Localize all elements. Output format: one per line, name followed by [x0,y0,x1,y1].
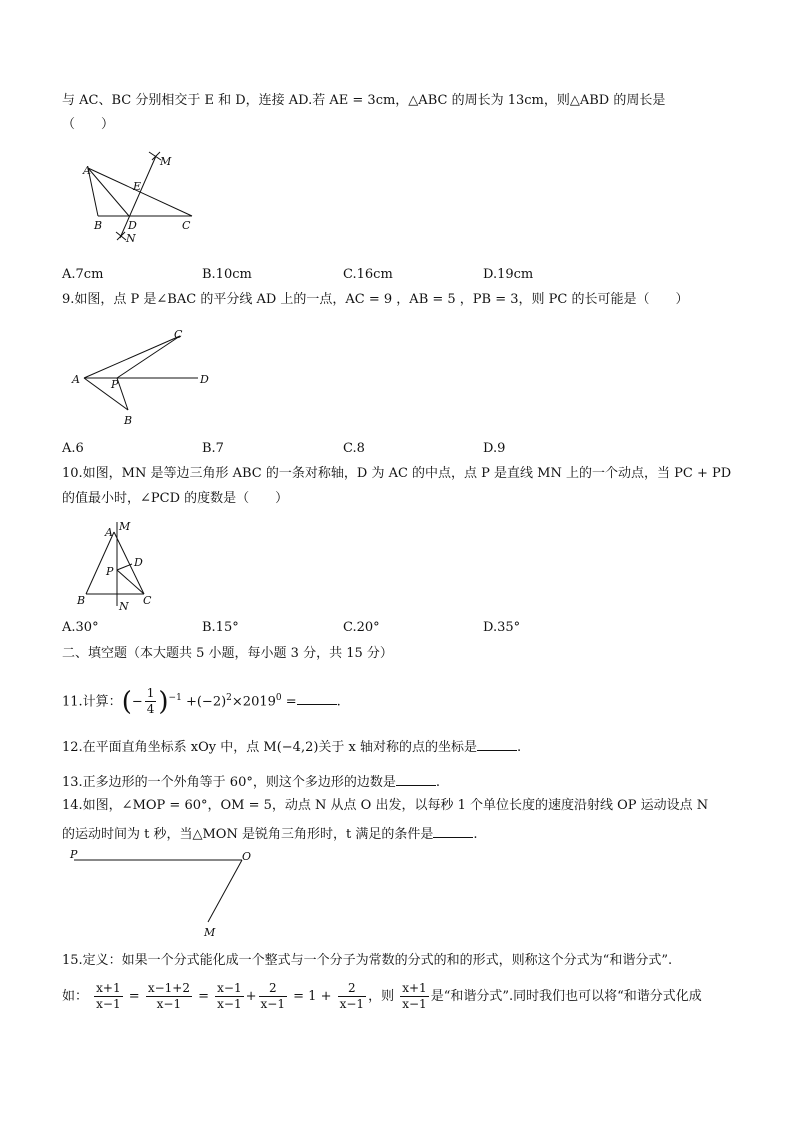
q8-option-a[interactable]: A.7cm [62,267,104,282]
q11-minus: − [131,694,143,710]
q15-frac-5: $\frac{2}{x-1}$ [339,981,365,1011]
q9-option-c[interactable]: C.8 [343,441,365,456]
q10-label-n: N [119,600,129,613]
q15-frac-2: $\frac{x-1+2}{x-1}$ [147,981,190,1011]
q11-exp3: 0 [275,693,282,703]
q8-label-b: B [94,219,103,232]
q8-options [62,267,742,285]
q10-label-p: P [106,565,114,578]
q10-figure [72,518,162,614]
q14-answer-blank[interactable] [433,825,473,838]
q10-label-d: D [134,556,143,569]
q14-text-line1: 14.如图，∠MOP = 60°，OM = 5，动点 N 从点 O 出发，以每秒 1 个单位长度的速度沿射线 OP 运动设点 N [62,798,709,813]
q15-text-line1: 15.定义：如果一个分式能化成一个整式与一个分子为常数的分式的和的形式，则称这个分式为“和谐分式”. [62,953,673,968]
q8-text-line2: （ ） [62,117,115,132]
q11-prefix: 11.计算： [62,694,122,710]
q8-option-d[interactable]: D.19cm [483,267,534,282]
q9-text: 9.如图，点 P 是∠BAC 的平分线 AD 上的一点，AC = 9 ，AB = 5 ，PB = 3，则 PC 的长可能是（ ） [62,292,689,307]
q14-figure [66,848,266,942]
q9-option-a[interactable]: A.6 [62,441,84,456]
q11-answer-blank[interactable] [297,692,337,705]
q9-label-a: A [72,373,80,386]
q8-label-e: E [133,180,142,193]
q10-text-line2: 的值最小时，∠PCD 的度数是（ ） [62,491,289,506]
q9-options [62,441,742,459]
q15-frac-4: $\frac{2}{x-1}$ [260,981,285,1011]
q15-frac-6: $\frac{x+1}{x-1}$ [402,981,427,1011]
q15-frac-3: $\frac{x-1}{x-1}$ [217,981,242,1011]
q10-option-b[interactable]: B.15° [202,620,239,635]
q11-line: 11.计算：(− $\frac{1}{4}$ )$^{-1} +(-2)^2\times 2019^0$ = . [62,686,341,717]
q10-option-a[interactable]: A.30° [62,620,99,635]
q8-label-a: A [83,164,91,177]
q9-label-d: D [200,373,209,386]
q15-frac-1: $\frac{x+1}{x-1}$ [96,981,121,1011]
q13-line: 13.正多边形的一个外角等于 60°，则这个多边形的边数是 . [62,775,440,790]
q9-figure [70,326,220,430]
q9-label-p: P [111,378,119,391]
q11-exp1: −1 [168,693,182,703]
q12-text: 12.在平面直角坐标系 xOy 中，点 M(−4,2)关于 x 轴对称的点的坐标是 [62,740,478,755]
q14-line2: 的运动时间为 t 秒，当△MON 是锐角三角形时，t 满足的条件是 . [62,827,478,842]
q9-option-b[interactable]: B.7 [202,441,224,456]
q12-line: 12.在平面直角坐标系 xOy 中，点 M(−4,2)关于 x 轴对称的点的坐标是 . [62,740,522,755]
q10-option-c[interactable]: C.20° [343,620,380,635]
q11-eq: = [285,694,297,710]
q14-text-line2: 的运动时间为 t 秒，当△MON 是锐角三角形时，t 满足的条件是 [62,827,434,842]
q10-options [62,620,742,638]
q11-fraction: $\frac{1}{4}$ [146,686,155,717]
q9-option-d[interactable]: D.9 [483,441,506,456]
q8-label-d: D [128,219,137,232]
q8-label-m: M [160,155,172,168]
q15-line2: 如： $\frac{x+1}{x-1}$ = $\frac{x-1+2}{x-1}$ = $\frac{x-1}{x-1}$ + $\frac{2}{x-1}$ = 1 + $\frac{2}{x-1}$ ，则 $\frac{x+1}{x-1}$ 是“和谐分式”.同时我们也可以将“和谐分式化成 [62,981,702,1011]
q8-option-c[interactable]: C.16cm [343,267,393,282]
q8-figure [78,148,198,248]
q8-text-line1: 与 AC、BC 分别相交于 E 和 D，连接 AD.若 AE = 3cm，△ABC 的周长为 13cm，则△ABD 的周长是 [62,93,666,108]
q9-label-b: B [124,414,133,427]
q14-label-o: O [242,850,252,863]
q10-label-a: A [105,526,113,539]
q11-times: ×2019 [231,694,276,710]
q12-answer-blank[interactable] [477,738,517,751]
q8-label-n: N [126,232,136,245]
q10-text-line1: 10.如图，MN 是等边三角形 ABC 的一条对称轴，D 为 AC 的中点，点 P 是直线 MN 上的一个动点，当 PC + PD [62,466,732,481]
q8-option-b[interactable]: B.10cm [202,267,252,282]
q14-label-p: P [70,848,78,861]
q11-exp2: 2 [226,693,232,703]
q13-answer-blank[interactable] [396,773,436,786]
q14-label-m: M [204,926,216,939]
q10-label-c: C [143,594,152,607]
q9-label-c: C [174,328,183,341]
q13-text: 13.正多边形的一个外角等于 60°，则这个多边形的边数是 [62,775,396,790]
section-2-title: 二、填空题（本大题共 5 小题，每小题 3 分，共 15 分） [62,646,393,661]
q10-option-d[interactable]: D.35° [483,620,521,635]
q8-label-c: C [182,219,191,232]
q10-label-m: M [119,520,131,533]
q10-label-b: B [77,594,86,607]
q11-mid: +(−2) [185,694,227,710]
